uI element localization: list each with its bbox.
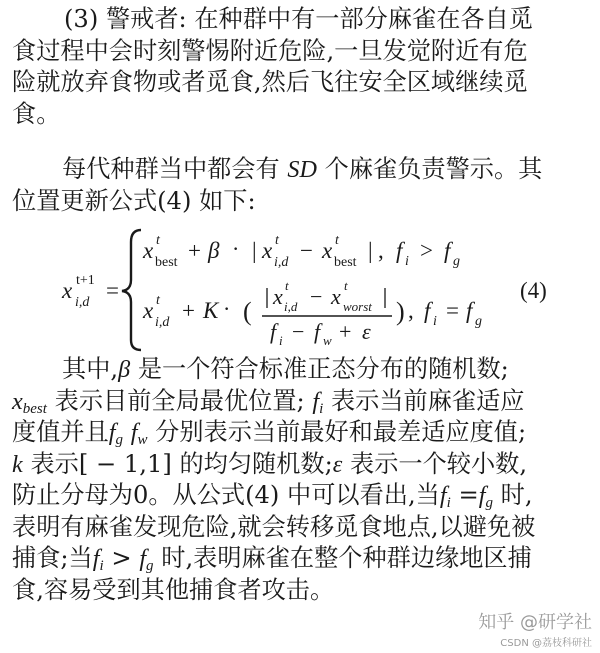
text-line bbox=[12, 480, 590, 512]
text-line bbox=[12, 449, 590, 481]
text-segment: 表示目前全局最优位置; bbox=[54, 386, 305, 415]
paragraph-warner-definition bbox=[12, 4, 590, 130]
symbol-fi-sub: i bbox=[446, 495, 451, 511]
text-segment: 表示一个较小数, bbox=[350, 449, 528, 478]
case1-x-var: x bbox=[143, 238, 154, 263]
text-line: 食过程中会时刻警惕附近危险,一旦发觉附近有危 bbox=[12, 36, 528, 65]
text-segment: 捕食;当 bbox=[12, 544, 93, 572]
case2-x-var: x bbox=[143, 298, 154, 323]
case1-cond-sub2: g bbox=[453, 254, 460, 269]
num-minus: − bbox=[310, 284, 323, 309]
case1-beta: β bbox=[208, 238, 220, 263]
case2-cond-f2: f bbox=[466, 298, 473, 323]
case2-cond-f1: f bbox=[424, 298, 431, 323]
text-segment: 个麻雀负责警示。其 bbox=[324, 155, 543, 183]
text-segment: 其中, bbox=[62, 355, 119, 383]
num-xworst-sub: worst bbox=[343, 299, 372, 314]
text-segment: 分别表示当前最好和最差适应度值; bbox=[155, 418, 527, 446]
symbol-f: f bbox=[312, 387, 320, 415]
symbol-fw: f bbox=[130, 419, 138, 446]
symbol-fg-sub: g bbox=[146, 558, 154, 574]
case1-xid-sub: i,d bbox=[274, 255, 289, 270]
symbol-fg-sub: g bbox=[115, 432, 123, 448]
text-line bbox=[12, 543, 590, 575]
paragraph-sd-warning bbox=[12, 154, 590, 217]
text-line: (3) 警戒者: 在种群中有一部分麻雀在各自觅 bbox=[64, 5, 533, 33]
den-fi-sub: i bbox=[279, 333, 283, 348]
den-fi-var: f bbox=[270, 319, 277, 344]
case1-cond-f2: f bbox=[444, 238, 451, 263]
symbol-equals: = bbox=[458, 481, 479, 509]
text-segment: 每代种群当中都会有 bbox=[62, 155, 280, 183]
case1-xbest-var: x bbox=[322, 238, 333, 263]
symbol-fg: f bbox=[478, 482, 486, 509]
text-line bbox=[12, 417, 590, 449]
num-xid-sup: t bbox=[285, 278, 289, 293]
text-segment: 表示[ − 1,1] 的均匀随机数; bbox=[30, 449, 333, 478]
num-xworst-var: x bbox=[331, 284, 341, 309]
text-segment: 表示当前麻雀适应 bbox=[330, 386, 525, 415]
symbol-epsilon: ε bbox=[332, 450, 343, 478]
num-xid-sub: i,d bbox=[284, 299, 298, 314]
symbol-fi: f bbox=[439, 482, 447, 509]
formula-lhs-sup: t+1 bbox=[76, 273, 95, 288]
case2-cond-sub1: i bbox=[433, 314, 437, 329]
paragraph-symbol-explanation bbox=[12, 354, 590, 606]
symbol-f-sub: i bbox=[319, 400, 324, 417]
case1-dot: · bbox=[232, 236, 240, 261]
case1-cond-sub1: i bbox=[405, 254, 409, 269]
text-line bbox=[12, 154, 590, 186]
text-line: 表明有麻雀发现危险,就会转移觅食地点,以避免被 bbox=[12, 512, 536, 541]
text-segment: 时, bbox=[500, 481, 533, 509]
case2-comma: , bbox=[408, 298, 414, 323]
symbol-k: k bbox=[12, 450, 23, 478]
num-xid-var: x bbox=[273, 284, 283, 309]
case1-xid-var: x bbox=[262, 238, 273, 263]
case1-comma: , bbox=[378, 238, 384, 263]
watermark-zhihu: 知乎 @研学社 bbox=[478, 612, 592, 633]
symbol-fi: f bbox=[92, 545, 100, 572]
num-xworst-sup: t bbox=[344, 278, 348, 293]
formula-equals: = bbox=[106, 278, 119, 303]
case1-xbest-sup: t bbox=[335, 233, 339, 248]
case2-cond-sub2: g bbox=[475, 314, 482, 329]
symbol-beta: β bbox=[118, 356, 131, 383]
case1-xbest-sub: best bbox=[334, 255, 357, 270]
den-fw-sub: w bbox=[323, 333, 332, 348]
variable-sd: SD bbox=[287, 156, 317, 183]
case1-minus: − bbox=[300, 238, 313, 263]
symbol-fg: f bbox=[108, 419, 116, 446]
symbol-x-sub: best bbox=[22, 400, 47, 417]
case1-x-sub: best bbox=[155, 255, 178, 270]
watermark-csdn: CSDN @荔枝科研社 bbox=[500, 638, 592, 649]
formula-lhs-var: x bbox=[62, 278, 73, 303]
text-line: 位置更新公式(4) 如下: bbox=[12, 186, 256, 215]
position-update-formula bbox=[0, 222, 600, 352]
symbol-fg: f bbox=[139, 545, 147, 572]
case2-plus: + bbox=[182, 298, 195, 323]
watermark bbox=[478, 608, 592, 649]
text-segment: 时,表明麻雀在整个种群边缘地区捕 bbox=[161, 544, 532, 572]
case1-xid-sup: t bbox=[275, 233, 279, 248]
symbol-fi-sub: i bbox=[99, 558, 104, 574]
symbol-greater: > bbox=[111, 544, 132, 572]
case2-x-sub: i,d bbox=[155, 315, 170, 330]
den-plus: + bbox=[339, 319, 352, 344]
symbol-fg-sub: g bbox=[485, 495, 493, 511]
text-line bbox=[12, 386, 590, 418]
formula-lhs-sub: i,d bbox=[75, 295, 90, 310]
case1-x-sup: t bbox=[156, 233, 160, 248]
text-line bbox=[12, 354, 590, 386]
case2-dot: · bbox=[223, 296, 231, 321]
case1-cond-op: > bbox=[420, 238, 433, 263]
text-line: 食。 bbox=[12, 99, 61, 128]
text-segment: 防止分母为0。从公式(4) 中可以看出,当 bbox=[12, 481, 440, 509]
left-brace bbox=[122, 230, 141, 350]
case1-plus: + bbox=[188, 238, 201, 263]
case1-abs-open: | bbox=[252, 238, 257, 263]
symbol-fw-sub: w bbox=[137, 432, 148, 448]
text-line: 食,容易受到其他捕食者攻击。 bbox=[12, 575, 335, 604]
case2-cond-op: = bbox=[446, 298, 459, 323]
den-epsilon: ε bbox=[362, 319, 371, 344]
case1-abs-close: | bbox=[368, 238, 373, 263]
case2-paren-close: ) bbox=[396, 297, 405, 326]
den-fw-var: f bbox=[314, 319, 321, 344]
den-minus: − bbox=[292, 319, 305, 344]
case2-paren-open: ( bbox=[243, 297, 252, 326]
text-segment: 度值并且 bbox=[12, 418, 109, 446]
equation-number: (4) bbox=[520, 278, 547, 303]
text-line: 险就放弃食物或者觅食,然后飞往安全区域继续觅 bbox=[12, 68, 528, 96]
case1-cond-f1: f bbox=[396, 238, 403, 263]
symbol-x: x bbox=[12, 387, 23, 415]
text-segment: 是一个符合标准正态分布的随机数; bbox=[137, 355, 509, 383]
case2-k: K bbox=[203, 298, 219, 323]
case2-x-sup: t bbox=[156, 293, 160, 308]
